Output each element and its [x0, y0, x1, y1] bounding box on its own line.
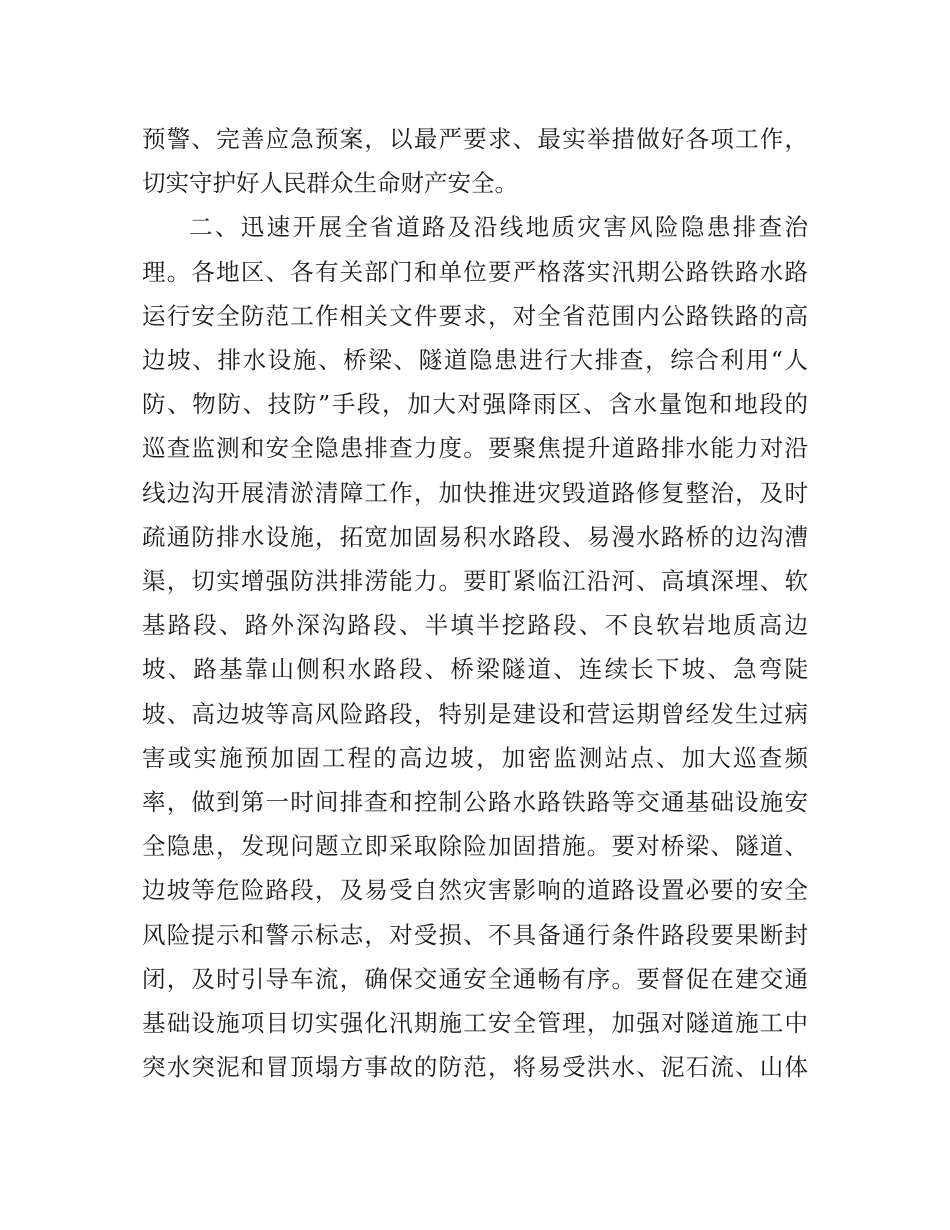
text-line: 基础设施项目切实强化汛期施工安全管理，加强对隧道施工中	[142, 1009, 808, 1038]
text-line: 边坡、排水设施、桥梁、隧道隐患进行大排查，综合利用“人	[142, 346, 808, 375]
text-line: 防、物防、技防”手段，加大对强降雨区、含水量饱和地段的	[142, 390, 808, 419]
text-line: 预警、完善应急预案，以最严要求、最实举措做好各项工作，	[142, 125, 808, 153]
text-line: 坡、路基靠山侧积水路段、桥梁隧道、连续长下坡、急弯陡	[142, 655, 808, 684]
text-line: 害或实施预加固工程的高边坡，加密监测站点、加大巡查频	[142, 743, 808, 772]
paragraph-section-two	[142, 205, 808, 1089]
text-line: 突水突泥和冒顶塌方事故的防范，将易受洪水、泥石流、山体	[142, 1053, 808, 1082]
text-line: 全隐患，发现问题立即采取除险加固措施。要对桥梁、隧道、	[142, 832, 808, 861]
text-line: 疏通防排水设施，拓宽加固易积水路段、易漫水路桥的边沟漕	[142, 522, 808, 551]
text-line: 运行安全防范工作相关文件要求，对全省范围内公路铁路的高	[142, 301, 808, 330]
text-line: 渠，切实增强防洪排涝能力。要盯紧临江沿河、高填深埋、软	[142, 567, 808, 596]
text-line: 巡查监测和安全隐患排查力度。要聚焦提升道路排水能力对沿	[142, 434, 808, 463]
text-line: 坡、高边坡等高风险路段，特别是建设和营运期曾经发生过病	[142, 699, 808, 728]
text-line: 理。各地区、各有关部门和单位要严格落实汛期公路铁路水路	[142, 257, 808, 286]
text-line: 基路段、路外深沟路段、半填半挖路段、不良软岩地质高边	[142, 611, 808, 640]
section-heading-line: 二、迅速开展全省道路及沿线地质灾害风险隐患排查治	[189, 213, 808, 242]
text-line: 边坡等危险路段，及易受自然灾害影响的道路设置必要的安全	[142, 876, 808, 905]
text-line: 切实守护好人民群众生命财产安全。	[142, 169, 518, 198]
text-line: 线边沟开展清淤清障工作，加快推进灾毁道路修复整治，及时	[142, 478, 808, 507]
text-line: 率，做到第一时间排查和控制公路水路铁路等交通基础设施安	[142, 788, 808, 817]
paragraph-continued	[142, 117, 808, 205]
document-body	[142, 117, 808, 1089]
text-line: 闭，及时引导车流，确保交通安全通畅有序。要督促在建交通	[142, 964, 808, 993]
text-line: 风险提示和警示标志，对受损、不具备通行条件路段要果断封	[142, 920, 808, 949]
